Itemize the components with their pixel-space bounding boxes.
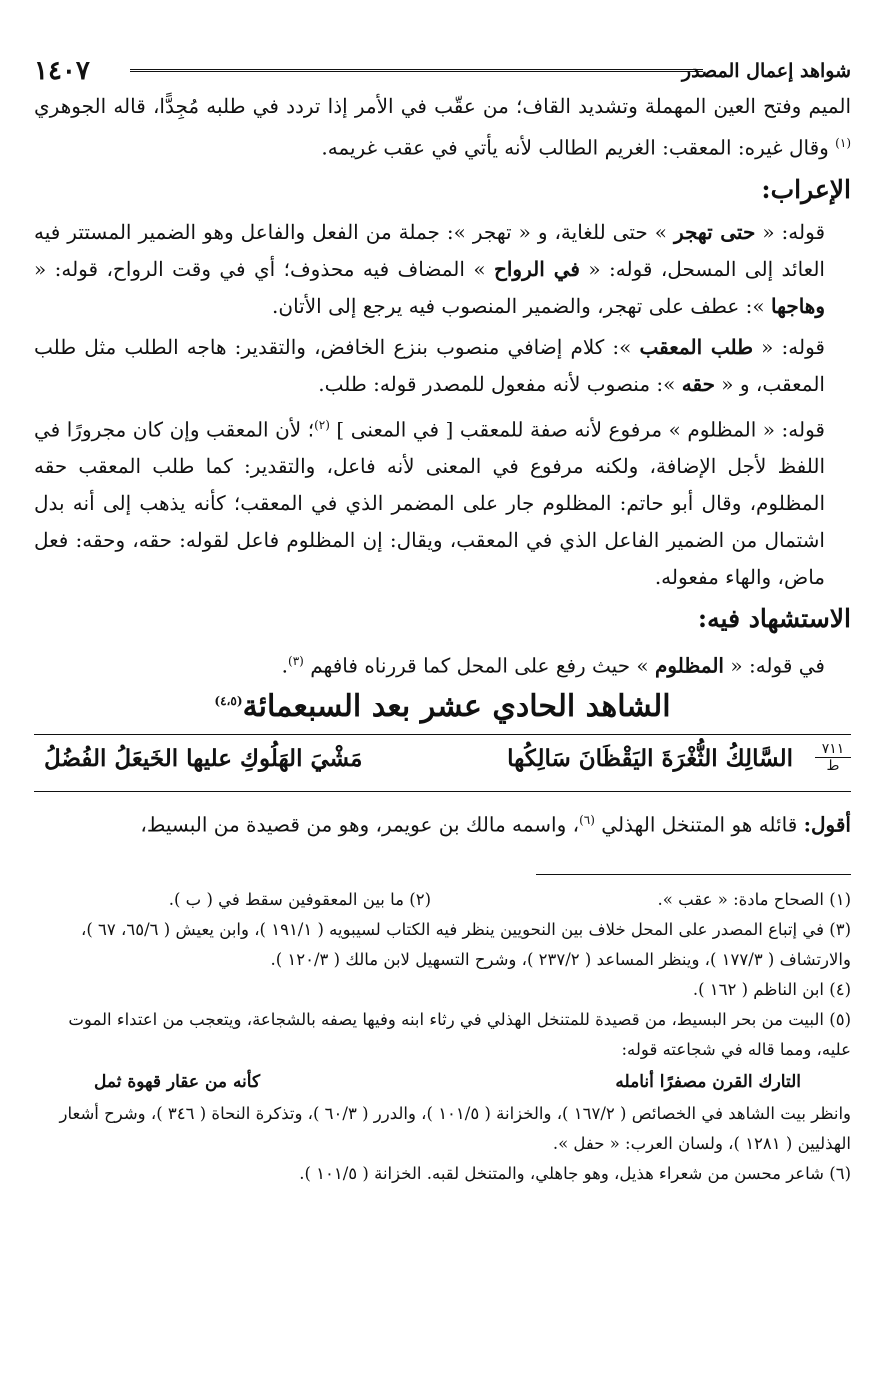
footnote-verse-hemistich-1: التارك القرن مصفرًا أنامله — [615, 1071, 801, 1092]
footnote-verse — [34, 1065, 851, 1099]
irab-paragraph-3: قوله: « المظلوم » مرفوع لأنه صفة للمعقب [ في المعنى ] $^{(٢)}$؛ لأن المعقب وإن كان مجرورًا في اللفظ لأجل الإضافة، ولكنه مرفوع في المعنى لأنه فاعل، والتقدير: كما طلب المعقب حقه المظلوم، وقال أبو حاتم: المظلوم جار على المضمر الذي في المعقب؛ كأنه يذهب إلى أنه بدل اشتمال من الضمير الفاعل الذي في المعقب، ويقال: إن المظلوم فاعل لقوله: حقه، وحقه: فعل ماض، والهاء مفعوله. — [34, 417, 825, 590]
intro-paragraph: الميم وفتح العين المهملة وتشديد القاف؛ من عقّب في الأمر إذا تردد في طلبه مُجِدًّا، قاله الجوهري $^{(١)}$ وقال غيره: المعقب: الغريم الطالب لأنه يأتي في عقب غريمه. — [34, 94, 852, 160]
verse-hemistich-2: مَشْيَ الهَلُوكِ عليها الخَيعَلُ الفُضُلُ — [44, 744, 363, 772]
irab-heading: الإعراب: — [761, 174, 851, 204]
main-text — [34, 88, 851, 685]
footnote-ref: (٢) — [314, 417, 330, 432]
verse-hemistich-1: السَّالِكُ الثُّغْرَةَ اليَقْظَانَ سَالِكُها — [507, 744, 793, 772]
footnote-row — [34, 885, 851, 915]
footnote-ref: (١) — [835, 136, 851, 150]
shahid-title: الشاهد الحادي عشر بعد السبعمائة$^{(٤،٥)}$ — [214, 688, 671, 724]
verse-box — [34, 734, 851, 792]
footnote-3: (٣) في إتباع المصدر على المحل خلاف بين النحويين ينظر فيه الكتاب لسيبويه ( ١٩١/١ )، وابن يعيش ( ٦٥/٦، ٦٧ )، والارتشاف ( ١٧٧/٣ )، وينظر المساعد ( ٢٣٧/٢ )، وشرح التسهيل لابن مالك ( ١٢٠/٣ ). — [81, 919, 851, 969]
irab-paragraph-1: قوله: « حتى تهجر » حتى للغاية، و « تهجر »: جملة من الفعل والفاعل وهو الضمير المستتر فيه العائد إلى المسحل، قوله: « في الرواح » المضاف فيه محذوف؛ أي في وقت الرواح، قوله: « وهاجها »: عطف على تهجر، والضمير المنصوب فيه يرجع إلى الأتان. — [34, 219, 826, 318]
qala-paragraph: أقول: قائله هو المتنخل الهذلي $^{(٦)}$، واسمه مالك بن عويمر، وهو من قصيدة من البسيط، — [140, 812, 851, 837]
footnote-6: (٦) شاعر محسن من شعراء هذيل، وهو جاهلي، والمتنخل لقبه. الخزانة ( ١٠١/٥ ). — [299, 1163, 851, 1183]
irab-paragraph-2: قوله: « طلب المعقب »: كلام إضافي منصوب بنزع الخافض، والتقدير: هاجه الطلب مثل طلب المعقب، و « حقه »: منصوب لأنه مفعول للمصدر قوله: طلب. — [34, 334, 825, 396]
page-number: ١٤٠٧ — [34, 56, 90, 86]
footnote-verse-hemistich-2: كأنه من عقار قهوة ثمل — [94, 1071, 261, 1092]
footnotes — [34, 885, 851, 1189]
footnote-1: (١) الصحاح مادة: « عقب ». — [657, 889, 851, 909]
footnote-ref: (٣) — [288, 654, 304, 669]
header-rule — [130, 69, 703, 72]
footnote-separator — [536, 874, 851, 875]
footnote-4: (٤) ابن الناظم ( ١٦٢ ). — [692, 979, 851, 999]
footnote-5: (٥) البيت من بحر البسيط، من قصيدة للمتنخل الهذلي في رثاء ابنه وفيها يصفه بالشجاعة، ويتعجب من اعتداء الموت عليه، ومما قاله في شجاعته قوله: — [68, 1009, 851, 1059]
footnote-5-continued: وانظر بيت الشاهد في الخصائص ( ١٦٧/٢ )، والخزانة ( ١٠١/٥ )، والدرر ( ٦٠/٣ )، وتذكرة النحاة ( ٣٤٦ )، وشرح أشعار الهذليين ( ١٢٨١ )، ولسان العرب: « حفل ». — [59, 1103, 851, 1153]
footnote-2: (٢) ما بين المعقوفين سقط في ( ب ). — [168, 889, 431, 909]
footnote-ref: (٤،٥) — [214, 693, 243, 708]
running-header — [34, 40, 851, 88]
book-page — [34, 40, 851, 1380]
verse-number: ٧١١ ط — [815, 741, 851, 774]
header-title: شواهد إعمال المصدر — [681, 60, 851, 82]
istishhad-heading: الاستشهاد فيه: — [697, 604, 851, 634]
istishhad-paragraph: في قوله: « المظلوم » حيث رفع على المحل كما قررناه فافهم $^{(٣)}$. — [281, 653, 825, 678]
footnote-ref: (٦) — [579, 812, 595, 827]
